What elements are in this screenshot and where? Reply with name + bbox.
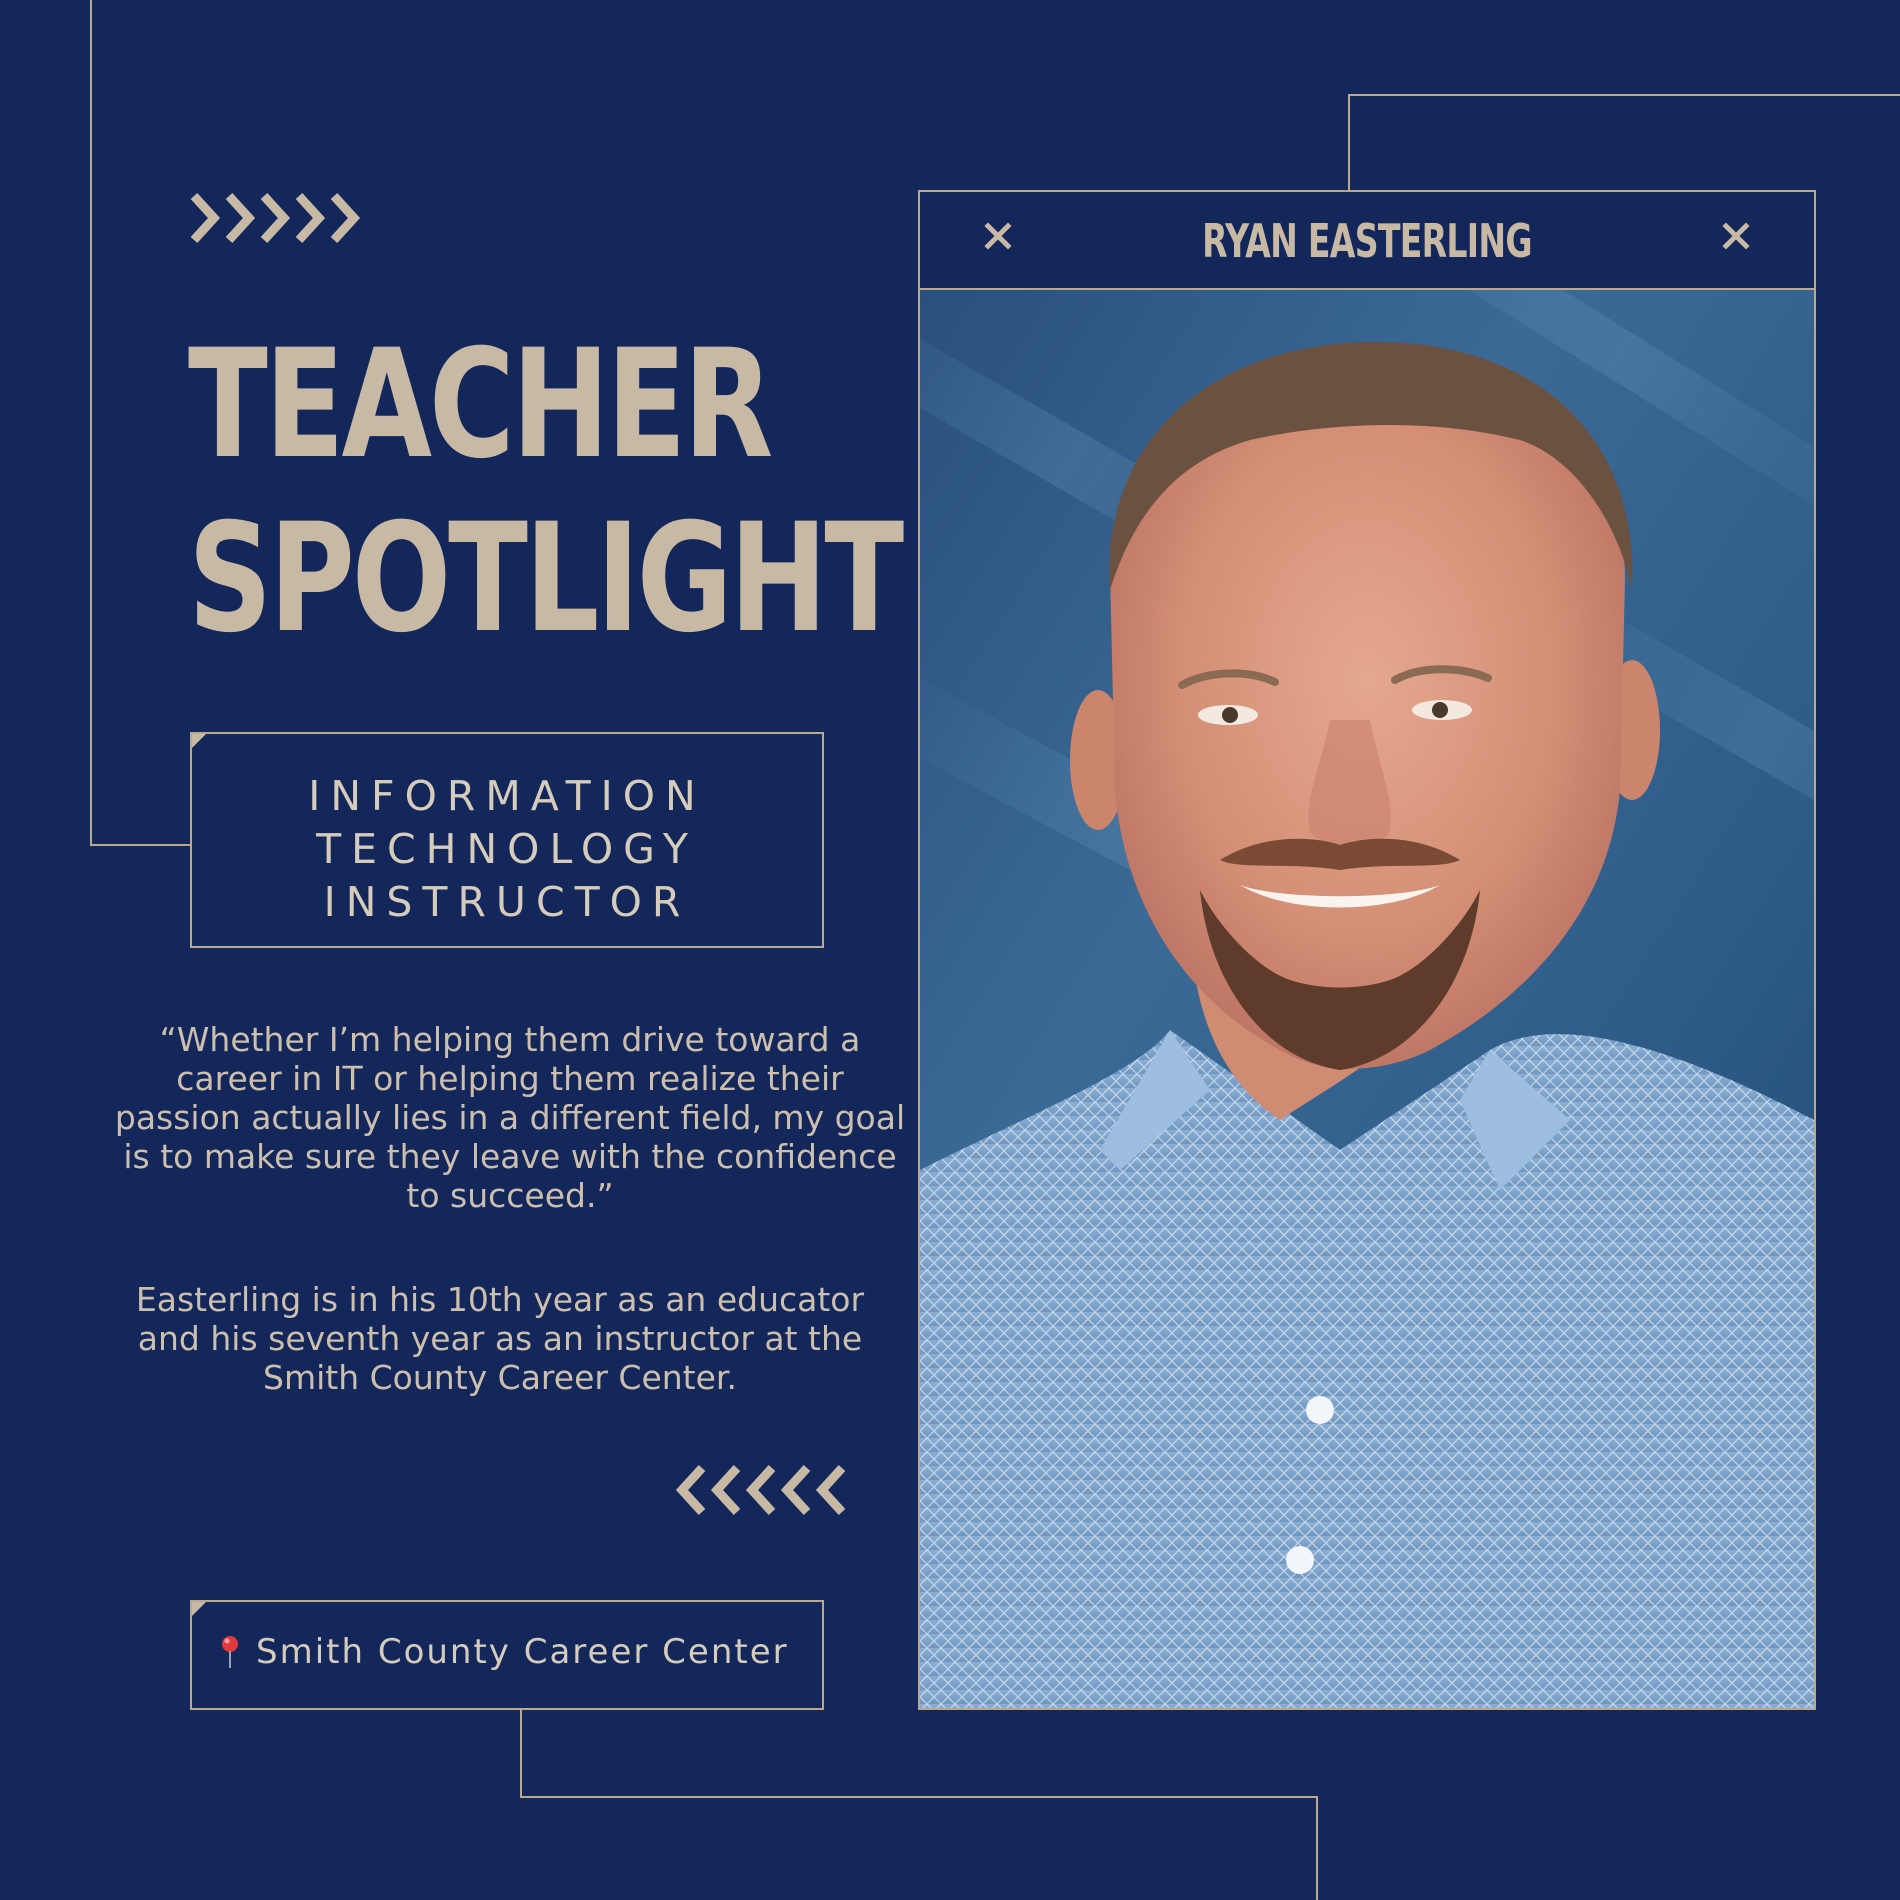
decor-line-top-right-horizontal xyxy=(1348,94,1900,96)
decor-line-bottom-right-vertical xyxy=(1316,1796,1318,1900)
decor-line-bottom-vertical xyxy=(520,1710,522,1798)
close-icon xyxy=(978,216,1018,256)
teacher-name: RYAN EASTERLING xyxy=(1202,214,1532,268)
teacher-bio: Easterling is in his 10th year as an educator and his seventh year as an instructor at the Smith County Career Center. xyxy=(135,1280,865,1397)
teacher-quote: “Whether I’m helping them drive toward a career in IT or helping them realize their passion actually lies in a different field, my goal is to make sure they leave with the confidence to succeed.” xyxy=(114,1020,906,1215)
role-line-3: INSTRUCTOR xyxy=(323,878,691,926)
headline-line-1: TEACHER xyxy=(188,318,771,492)
role-line-1: INFORMATION xyxy=(308,772,706,820)
corner-accent-icon xyxy=(192,1602,206,1616)
decor-line-bottom-horizontal xyxy=(520,1796,1318,1798)
corner-accent-icon xyxy=(192,734,206,748)
decor-line-top-right-vertical xyxy=(1348,94,1350,190)
location-box xyxy=(190,1600,824,1710)
profile-card xyxy=(918,190,1816,1710)
decor-line-left-vertical xyxy=(90,0,92,846)
role-title xyxy=(192,770,822,929)
role-box xyxy=(190,732,824,948)
map-pin-icon xyxy=(220,1635,240,1669)
headline-line-2: SPOTLIGHT xyxy=(188,492,902,666)
location-label-row xyxy=(220,1632,789,1672)
location-label: Smith County Career Center xyxy=(256,1632,789,1672)
left-chevrons-icon xyxy=(674,1462,854,1518)
page-title xyxy=(188,318,901,666)
decor-line-left-horizontal xyxy=(90,844,190,846)
profile-card-header xyxy=(920,192,1814,290)
role-line-2: TECHNOLOGY xyxy=(316,825,698,873)
teacher-portrait xyxy=(920,290,1814,1708)
close-icon xyxy=(1716,216,1756,256)
right-chevrons-icon xyxy=(190,190,370,246)
